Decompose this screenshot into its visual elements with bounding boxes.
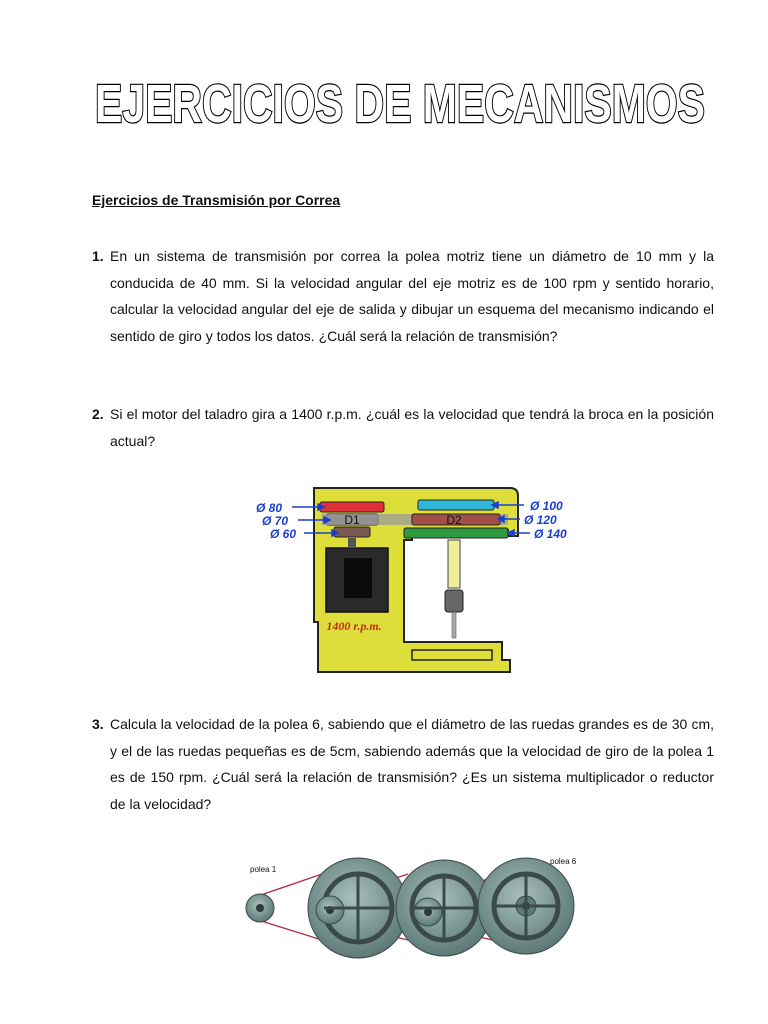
exercise-1 — [92, 243, 714, 349]
pulley-d2-140 — [404, 528, 508, 538]
pulley-1-label: polea 1 — [250, 865, 277, 874]
diameter-label-140: Ø 140 — [534, 527, 567, 541]
motor-speed-label: 1400 r.p.m. — [326, 619, 382, 633]
exercise-number: 3. — [92, 716, 104, 732]
pulley-train-figure — [238, 850, 586, 962]
motor-panel — [344, 558, 372, 598]
diameter-label-80: Ø 80 — [256, 501, 283, 515]
pulley-6-label: polea 6 — [550, 857, 577, 866]
diameter-label-100: Ø 100 — [530, 499, 563, 513]
diameter-label-70: Ø 70 — [262, 514, 289, 528]
motor-shaft — [348, 538, 356, 548]
diameter-label-120: Ø 120 — [524, 513, 557, 527]
exercise-number: 1. — [92, 248, 104, 264]
drill-press-figure — [252, 482, 578, 682]
spindle — [448, 540, 460, 588]
exercise-text: Calcula la velocidad de la polea 6, sabiendo que el diámetro de las ruedas grandes es de 30 cm, y el de las ruedas pequeñas es de 5cm, sabiendo además que la velocidad de giro de la polea 1 es de 150 rpm. ¿Cuál será la relación de transmisión? ¿Es un sistema multiplicador o reductor de la velocidad? — [110, 716, 714, 812]
exercise-2 — [92, 401, 714, 454]
exercise-3 — [92, 711, 714, 817]
exercise-number: 2. — [92, 406, 104, 422]
pulley-d1-60 — [334, 527, 370, 537]
drill-chuck — [445, 590, 463, 612]
exercise-text: En un sistema de transmisión por correa la polea motriz tiene un diámetro de 10 mm y la conducida de 40 mm. Si la velocidad angular del eje motriz es de 100 rpm y sentido horario, calcular la velocidad angular del eje de salida y dibujar un esquema del mecanismo indicando el sentido de giro y todos los datos. ¿Cuál será la relación de transmisión? — [110, 248, 714, 344]
pulley-d2-100 — [418, 500, 494, 510]
drill-base-slot — [412, 650, 492, 660]
section-subtitle: Ejercicios de Transmisión por Correa — [92, 192, 341, 208]
pulley-d2-label: D2 — [446, 513, 462, 527]
page-title-text: EJERCICIOS DE MECANISMOS — [95, 74, 705, 134]
pulley-d1-label: D1 — [344, 513, 360, 527]
pulley-d1-80 — [320, 502, 384, 512]
page-title — [80, 70, 720, 140]
drill-bit — [452, 612, 456, 638]
diameter-label-60: Ø 60 — [270, 527, 297, 541]
exercise-text: Si el motor del taladro gira a 1400 r.p.m. ¿cuál es la velocidad que tendrá la broca en la posición actual? — [110, 406, 714, 449]
